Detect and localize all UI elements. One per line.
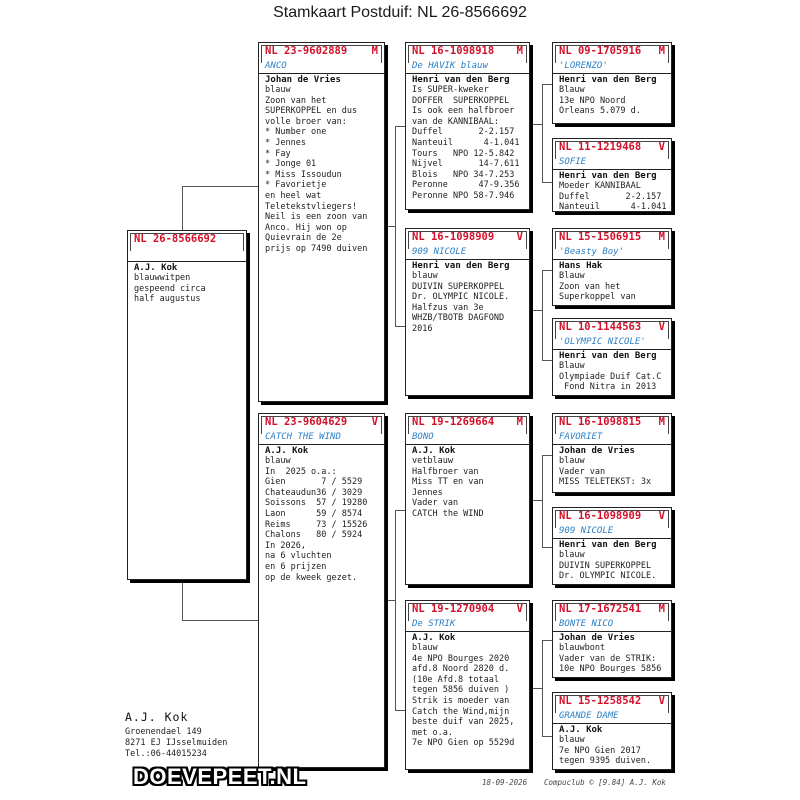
connector <box>395 126 396 326</box>
note-line: CATCH the WIND <box>412 508 484 519</box>
connector <box>542 270 552 271</box>
note-line: Dr. OLYMPIC NICOLE. <box>412 292 510 303</box>
sex-label: V <box>658 141 665 153</box>
pedigree-card-fmf[interactable] <box>552 228 672 306</box>
note-line: * Number one <box>265 127 327 138</box>
connector <box>542 182 552 183</box>
note-line: Anco. Hij won op <box>265 222 347 233</box>
pedigree-card-mfm[interactable] <box>552 507 672 585</box>
ring-number: NL 17-1672541 <box>559 603 642 615</box>
owner-name: Johan de Vries <box>559 446 635 456</box>
ring-number: NL 10-1144563 <box>559 321 642 333</box>
sex-label: V <box>658 321 665 333</box>
pigeon-name: SOFIE <box>553 157 671 170</box>
breeder-phone: Tel.:06-44015234 <box>125 749 207 759</box>
pedigree-card-mmm[interactable] <box>552 692 672 770</box>
owner-name: Henri van den Berg <box>559 75 657 85</box>
ring-number: NL 16-1098909 <box>412 231 495 243</box>
note-line: afd.8 Noord 2820 d. <box>412 664 510 675</box>
pigeon-name: 'LORENZO' <box>553 61 671 74</box>
ring-number: NL 16-1098918 <box>412 45 495 57</box>
pigeon-name: 'Beasty Boy' <box>553 247 671 260</box>
note-line: blauw <box>559 550 585 560</box>
breeder-address: Groenendael 149 <box>125 727 202 737</box>
note-line: en heel wat <box>265 190 322 201</box>
connector <box>395 710 405 711</box>
breeder-name: A.J. Kok <box>125 710 189 724</box>
note-line: Halfzus van 3e <box>412 302 484 313</box>
connector <box>395 510 396 710</box>
connector <box>395 326 405 327</box>
connector <box>542 270 543 360</box>
owner-name: A.J. Kok <box>559 725 603 735</box>
sex-label: V <box>371 416 378 428</box>
pigeon-name: FAVORIET <box>553 432 671 445</box>
note-line: (10e Afd.8 totaal <box>412 674 499 685</box>
connector <box>385 226 395 227</box>
connector <box>182 186 260 187</box>
footer-software: Compuclub © [9.84] A.J. Kok <box>544 778 666 787</box>
owner-name: Henri van den Berg <box>559 351 657 361</box>
note-line: * Jonge 01 <box>265 159 317 170</box>
ring-number: NL 19-1269664 <box>412 416 495 428</box>
note-line: volle broer van: <box>265 116 347 127</box>
note-line: Laon 59 / 8574 <box>265 508 363 519</box>
connector <box>542 84 543 182</box>
owner-name: A.J. Kok <box>412 446 456 456</box>
ring-number: NL 16-1098909 <box>559 510 642 522</box>
pedigree-card-mmf[interactable] <box>552 600 672 678</box>
note-line: Zoon van het <box>265 95 327 106</box>
connector <box>542 547 552 548</box>
note-line: na 6 vluchten <box>265 551 332 562</box>
pigeon-name: 909 NICOLE <box>553 526 671 539</box>
note-line: DOFFER SUPERKOPPEL <box>412 95 510 106</box>
watermark-logo: DOEVEPEET.NL <box>133 764 307 789</box>
sex-label: M <box>516 45 523 57</box>
note-line: blauw <box>265 85 291 95</box>
note-line: blauw <box>412 643 438 653</box>
note-line: DUIVIN SUPERKOPPEL <box>412 281 505 292</box>
note-line: * Jennes <box>265 137 306 148</box>
pigeon-name: GRANDE DAME <box>553 711 671 724</box>
note-line: Blauw <box>559 271 585 281</box>
note-line: Blauw <box>559 361 585 371</box>
note-line: Vader van <box>559 466 606 477</box>
owner-name: Henri van den Berg <box>559 171 657 181</box>
owner-name: Johan de Vries <box>265 75 341 85</box>
note-line: tegen 9395 duiven. <box>559 756 652 767</box>
note-line: Orleans 5.079 d. <box>559 106 641 117</box>
connector <box>385 600 395 601</box>
sex-label: V <box>658 695 665 707</box>
note-line: Vader van <box>412 498 459 509</box>
owner-name: A.J. Kok <box>265 446 309 456</box>
note-line: blauwwitpen <box>134 273 191 283</box>
page-title: Stamkaart Postduif: NL 26-8566692 <box>273 4 527 21</box>
connector <box>530 688 542 689</box>
owner-name: A.J. Kok <box>412 633 456 643</box>
pigeon-name: BONO <box>406 432 529 445</box>
note-line: Olympiade Duif Cat.C <box>559 371 662 382</box>
ring-number: NL 09-1705916 <box>559 45 642 57</box>
pedigree-card-mff[interactable] <box>552 413 672 493</box>
sex-label: M <box>658 416 665 428</box>
breeder-city: 8271 EJ IJsselmuiden <box>125 738 228 748</box>
connector <box>182 580 183 620</box>
connector <box>542 736 552 737</box>
connector <box>530 310 542 311</box>
ring-number: NL 16-1098815 <box>559 416 642 428</box>
note-line: Strik is moeder van <box>412 695 510 706</box>
note-line: 2016 <box>412 323 433 334</box>
sex-label: M <box>658 603 665 615</box>
note-line: Jennes <box>412 487 443 498</box>
note-line: Nijvel 14-7.611 <box>412 159 520 170</box>
note-line: SUPERKOPPEL en dus <box>265 106 358 117</box>
footer-date: 18-09-2026 <box>482 778 528 787</box>
connector <box>542 640 552 641</box>
note-line: blauw <box>559 735 585 745</box>
sex-label: M <box>658 231 665 243</box>
note-line: DUIVIN SUPERKOPPEL <box>559 560 652 571</box>
note-line: op de kweek gezet. <box>265 572 358 583</box>
pigeon-name: CATCH THE WIND <box>259 432 384 445</box>
connector <box>542 84 552 85</box>
ring-number: NL 23-9604629 <box>265 416 348 428</box>
note-line: Neil is een zoon van <box>265 212 368 223</box>
owner-name: Johan de Vries <box>559 633 635 643</box>
note-line: Superkoppel van <box>559 292 636 303</box>
connector <box>542 640 543 736</box>
connector <box>395 510 405 511</box>
note-line: 10e NPO Bourges 5856 <box>559 664 662 675</box>
sex-label: V <box>516 231 523 243</box>
pigeon-name: De STRIK <box>406 619 529 632</box>
note-line: Halfbroer van <box>412 466 479 477</box>
note-line: prijs op 7490 duiven <box>265 243 368 254</box>
note-line: beste duif van 2025, <box>412 717 515 728</box>
note-line: tegen 5856 duiven ) <box>412 685 510 696</box>
note-line: Catch the Wind,mijn <box>412 706 510 717</box>
pedigree-card-mother[interactable] <box>258 413 385 768</box>
note-line: Blois NPO 34-7.253 <box>412 169 515 180</box>
pedigree-card-fmm[interactable] <box>552 318 672 396</box>
sex-label: V <box>658 510 665 522</box>
pedigree-card-subject[interactable] <box>127 230 247 580</box>
pigeon-name <box>128 249 246 262</box>
note-line: Vader van de STRIK: <box>559 653 657 664</box>
ring-number: NL 23-9602889 <box>265 45 348 57</box>
note-line: Miss TT en van <box>412 477 484 488</box>
connector <box>530 500 542 501</box>
note-line: Nanteuil 4-1.041 <box>559 202 667 213</box>
pedigree-card-father-father[interactable] <box>405 42 530 210</box>
note-line: * Miss Issoudun <box>265 169 342 180</box>
note-line: 4e NPO Bourges 2020 <box>412 653 510 664</box>
note-line: van de KANNIBAAL: <box>412 116 499 127</box>
pedigree-card-father-mother[interactable] <box>405 228 530 396</box>
pigeon-name: BONTE NICO <box>553 619 671 632</box>
note-line: en 6 prijzen <box>265 561 327 572</box>
note-line: Chalons 80 / 5924 <box>265 530 363 541</box>
owner-name: Hans Hak <box>559 261 603 271</box>
pedigree-card-fff[interactable] <box>552 42 672 124</box>
note-line: half augustus <box>134 294 201 305</box>
note-line: vetblauw <box>412 456 453 466</box>
pigeon-name: De HAVIK blauw <box>406 61 529 74</box>
sex-label: V <box>516 603 523 615</box>
note-line: blauwbont <box>559 643 606 653</box>
ring-number: NL 15-1258542 <box>559 695 642 707</box>
breeder-info <box>125 710 227 760</box>
pedigree-card-father[interactable] <box>258 42 385 402</box>
ring-number: NL 15-1506915 <box>559 231 642 243</box>
note-line: met o.a. <box>412 727 453 738</box>
note-line: Is ook een halfbroer <box>412 106 515 117</box>
note-line: * Fay <box>265 148 291 159</box>
note-line: Dr. OLYMPIC NICOLE. <box>559 571 657 582</box>
ring-number: NL 19-1270904 <box>412 603 495 615</box>
note-line: Chateaudun36 / 3029 <box>265 487 363 498</box>
note-line: Duffel 2-2.157 <box>412 127 515 138</box>
owner-name: Henri van den Berg <box>412 261 510 271</box>
pigeon-name: ANCO <box>259 61 384 74</box>
note-line: 7e NPO Gien 2017 <box>559 745 641 756</box>
note-line: Is SUPER-kweker <box>412 85 489 95</box>
note-line: Soissons 57 / 19280 <box>265 498 368 509</box>
note-line: gespeend circa <box>134 283 206 294</box>
sex-label: M <box>658 45 665 57</box>
owner-name: Henri van den Berg <box>559 540 657 550</box>
ring-number: NL 11-1219468 <box>559 141 642 153</box>
note-line: Teletekstvliegers! <box>265 201 358 212</box>
note-line: MISS TELETEKST: 3x <box>559 477 652 488</box>
note-line: Peronne 47-9.356 <box>412 180 520 191</box>
note-line: In 2026, <box>265 540 306 551</box>
note-line: Duffel 2-2.157 <box>559 191 662 202</box>
pedigree-card-mother-father[interactable] <box>405 413 530 585</box>
connector <box>182 620 260 621</box>
sex-label: M <box>516 416 523 428</box>
connector <box>542 455 552 456</box>
pigeon-name: 909 NICOLE <box>406 247 529 260</box>
note-line: blauw <box>559 456 585 466</box>
sex-label: M <box>371 45 378 57</box>
owner-name: A.J. Kok <box>134 263 178 273</box>
note-line: Reims 73 / 15526 <box>265 519 368 530</box>
note-line: blauw <box>412 271 438 281</box>
note-line: Moeder KANNIBAAL <box>559 181 641 191</box>
connector <box>395 126 405 127</box>
note-line: In 2025 o.a.: <box>265 466 337 477</box>
note-line: Blauw <box>559 85 585 95</box>
note-line: Zoon van het <box>559 281 621 292</box>
note-line: 7e NPO Gien op 5529d <box>412 738 515 749</box>
note-line: Gien 7 / 5529 <box>265 477 363 488</box>
pedigree-card-mother-mother[interactable] <box>405 600 530 770</box>
note-line: Tours NPO 12-5.842 <box>412 148 515 159</box>
note-line: 13e NPO Noord <box>559 95 626 106</box>
note-line: blauw <box>265 456 291 466</box>
note-line: * Favorietje <box>265 180 327 191</box>
note-line: Peronne NPO 58-7.946 <box>412 190 515 201</box>
note-line: Fond Nitra in 2013 <box>559 382 657 393</box>
connector <box>542 455 543 547</box>
connector <box>542 360 552 361</box>
note-line: Quievrain de 2e <box>265 233 342 244</box>
note-line: WHZB/TBOTB DAGFOND <box>412 313 505 324</box>
connector <box>530 124 542 125</box>
note-line: Nanteuil 4-1.041 <box>412 137 520 148</box>
ring-number: NL 26-8566692 <box>134 233 217 245</box>
pigeon-name: 'OLYMPIC NICOLE' <box>553 337 671 350</box>
owner-name: Henri van den Berg <box>412 75 510 85</box>
pedigree-card-ffm[interactable] <box>552 138 672 212</box>
